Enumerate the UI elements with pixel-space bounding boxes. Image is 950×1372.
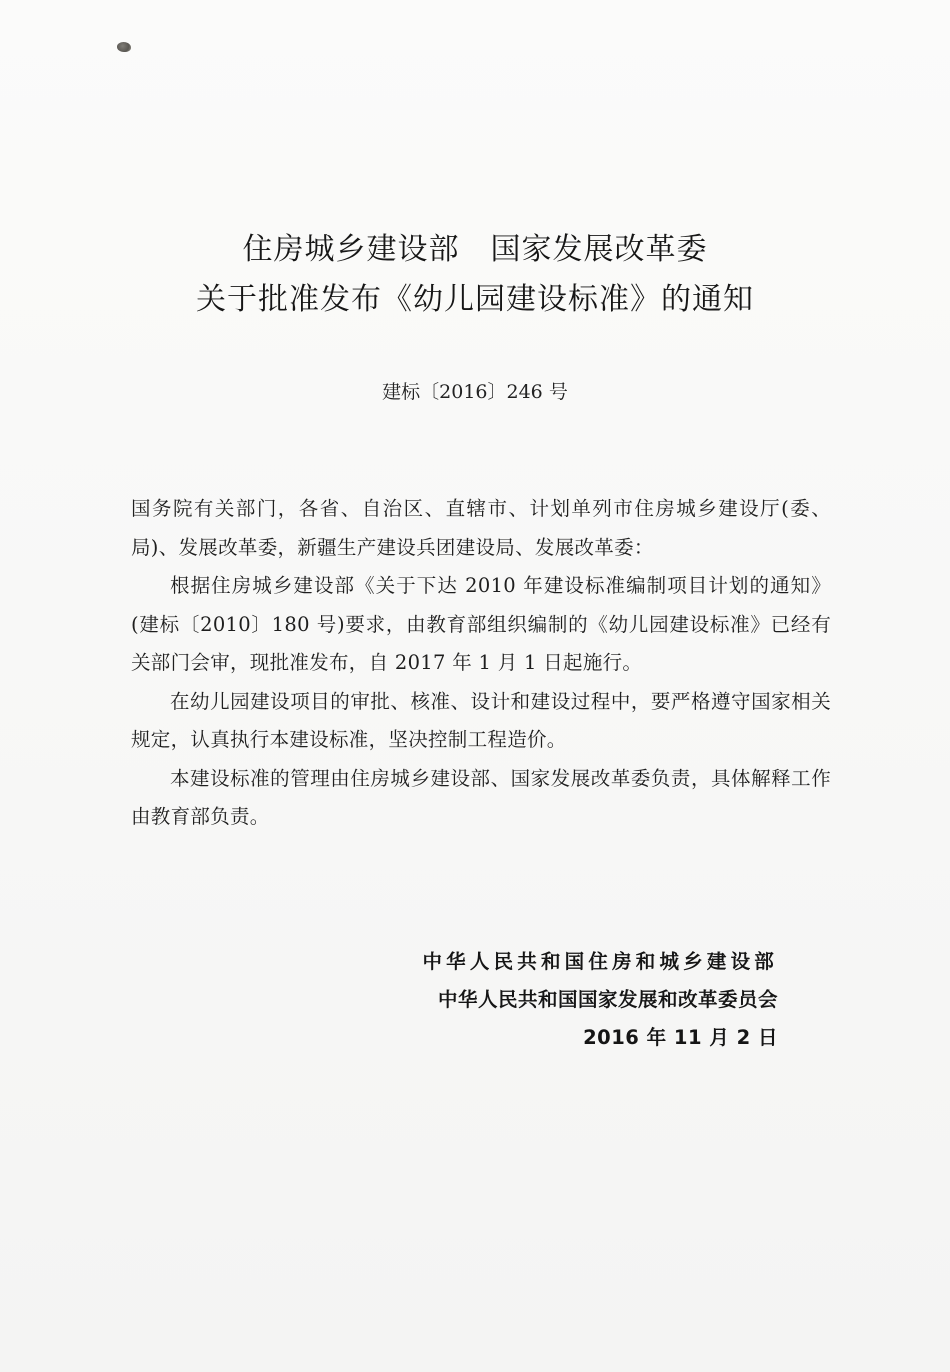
signature-block xyxy=(422,943,778,1057)
paper-speck-mark xyxy=(117,42,131,52)
body-paragraph-management: 本建设标准的管理由住房城乡建设部、国家发展改革委负责，具体解释工作由教育部负责。 xyxy=(131,766,831,828)
issue-date: 2016 年 11 月 2 日 xyxy=(583,1026,778,1049)
title-issuers: 住房城乡建设部 国家发展改革委 xyxy=(242,232,708,267)
title-subject: 关于批准发布《幼儿园建设标准》的通知 xyxy=(196,282,754,317)
body-paragraph-approval: 根据住房城乡建设部《关于下达 2010 年建设标准编制项目计划的通知》(建标〔2010〕180 号)要求，由教育部组织编制的《幼儿园建设标准》已经有关部门会审，现批准发布，自 2017 年 1 月 1 日起施行。 xyxy=(131,574,831,674)
recipients-paragraph: 国务院有关部门，各省、自治区、直辖市、计划单列市住房城乡建设厅(委、局)、发展改革委，新疆生产建设兵团建设局、发展改革委： xyxy=(131,497,831,559)
signature-ndrc: 中华人民共和国国家发展和改革委员会 xyxy=(437,988,778,1011)
body-paragraph-compliance: 在幼儿园建设项目的审批、核准、设计和建设过程中，要严格遵守国家相关规定，认真执行本建设标准，坚决控制工程造价。 xyxy=(131,689,831,751)
notice-body xyxy=(131,490,831,837)
signature-housing-ministry: 中华人民共和国住房和城乡建设部 xyxy=(422,950,778,973)
document-number: 建标〔2016〕246 号 xyxy=(382,381,568,403)
